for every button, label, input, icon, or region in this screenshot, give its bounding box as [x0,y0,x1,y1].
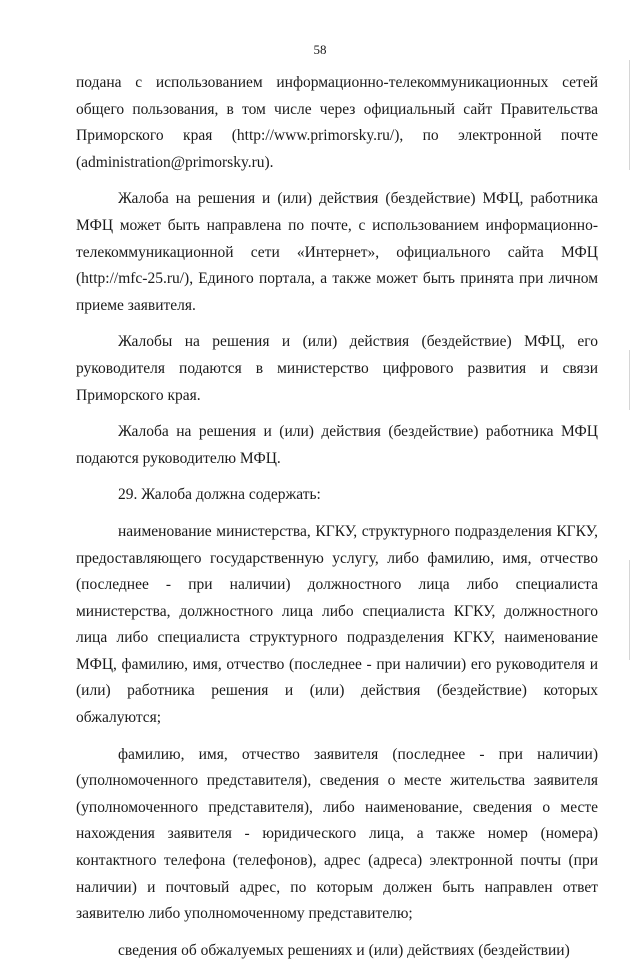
paragraph-applicant-details: фамилию, имя, отчество заявителя (последнее - при наличии) (уполномоченного представителя), сведения о месте жительства заявителя (уполномоченного представителя), либо наименование, сведения о месте нахождения заявителя - юридического лица, а также номер (номера) контактного телефона (телефонов), адрес (адреса) электронной почты (при наличии) и почтовый адрес, по которым должен быть направлен ответ заявителю либо уполномоченному представителю; [76,745,598,923]
paragraph-mfc-worker-complaints: Жалоба на решения и (или) действия (бездействие) работника МФЦ подаются руководителю МФЦ. [76,423,598,467]
scan-edge-mark [629,60,630,170]
paragraph-appealed-decisions: сведения об обжалуемых решениях и (или) действиях (бездействии) [118,941,570,959]
paragraph-authority-name: наименование министерства, КГКУ, структурного подразделения КГКУ, предоставляющего государственную услугу, либо фамилию, имя, отчество (последнее - при наличии) должностного лица либо специалиста министерства, должностного лица либо специалиста КГКУ, должностного лица либо специалиста структурного подразделения КГКУ, наименование МФЦ, фамилию, имя, отчество (последнее - при наличии) его руководителя и (или) работника решения и (или) действия (бездействие) которых обжалуются; [76,522,598,727]
paragraph-mfc-head-complaints: Жалобы на решения и (или) действия (бездействие) МФЦ, его руководителя подаются в министерство цифрового развития и связи Приморского края. [76,333,598,404]
scan-edge-mark [629,560,630,660]
paragraph-submission-channels: подана с использованием информационно-телекоммуникационных сетей общего пользования, в том числе через официальный сайт Правительства Приморского края (http://www.primorsky.ru/), по электронной почте (administration@primorsky.ru). [76,74,598,171]
scan-edge-mark [629,350,630,410]
paragraph-complaint-contents-heading: 29. Жалоба должна содержать: [118,486,321,504]
paragraph-mfc-complaint-methods: Жалоба на решения и (или) действия (бездействие) МФЦ, работника МФЦ может быть направлена по почте, с использованием информационно-телекоммуникационной сети «Интернет», официального сайта МФЦ (http://mfc-25.ru/), Единого портала, а также может быть принята при личном приеме заявителя. [76,190,598,314]
document-body [76,70,598,964]
page-number: 58 [313,42,327,57]
